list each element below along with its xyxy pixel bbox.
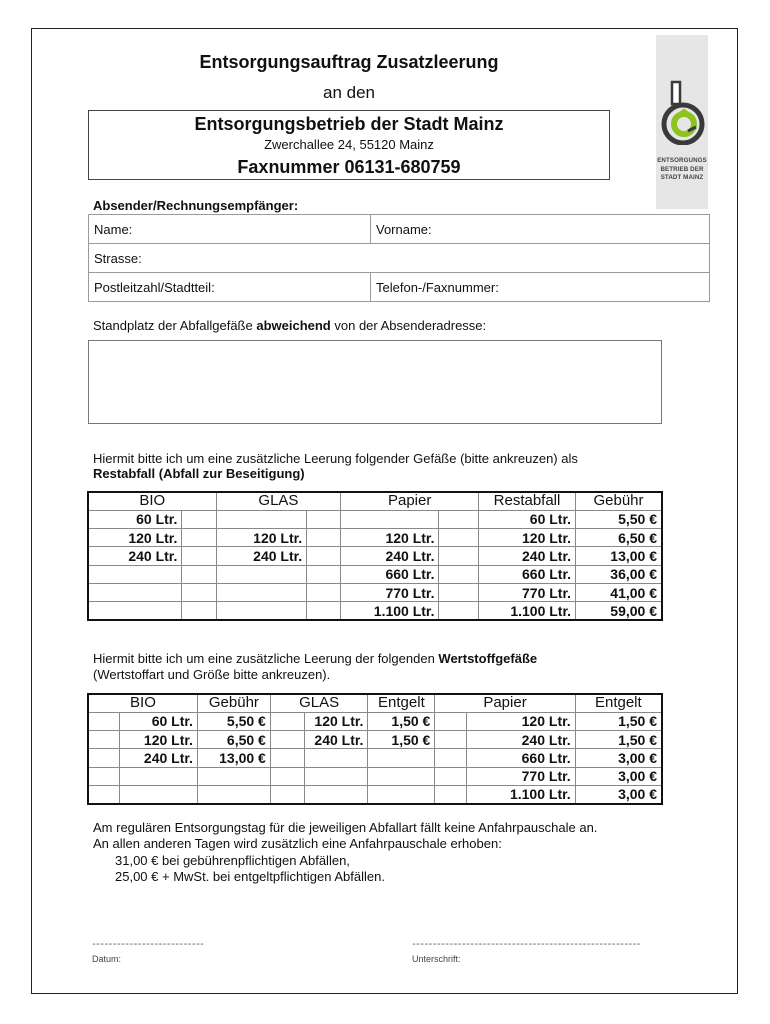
- table-cell: 60 Ltr.: [120, 712, 198, 730]
- table-cell: 5,50 €: [197, 712, 270, 730]
- checkbox-cell[interactable]: [182, 565, 216, 583]
- table-cell: 5,50 €: [576, 510, 662, 528]
- table-cell: 3,00 €: [575, 767, 662, 785]
- checkbox-cell[interactable]: [307, 547, 341, 565]
- table-cell: 1.100 Ltr.: [467, 785, 576, 803]
- table-cell: 770 Ltr.: [341, 583, 439, 601]
- form-title: Entsorgungsauftrag Zusatzleerung: [199, 52, 499, 72]
- table-cell: 1.100 Ltr.: [478, 602, 575, 620]
- table-cell: [216, 565, 307, 583]
- table-row: [88, 785, 662, 803]
- unterschrift-line[interactable]: -------------------------------------------------------: [412, 938, 641, 950]
- checkbox-cell[interactable]: [270, 785, 304, 803]
- checkbox-cell[interactable]: [182, 529, 216, 547]
- table-cell: 240 Ltr.: [467, 731, 576, 749]
- checkbox-cell[interactable]: [182, 510, 216, 528]
- company-address: Zwerchallee 24, 55120 Mainz: [264, 137, 434, 152]
- table-cell: 120 Ltr.: [120, 731, 198, 749]
- table-cell: 770 Ltr.: [478, 583, 575, 601]
- checkbox-cell[interactable]: [307, 510, 341, 528]
- table-row: [88, 767, 662, 785]
- note-line2: An allen anderen Tagen wird zusätzlich eine Anfahrpauschale erhoben:: [93, 836, 502, 851]
- table-cell: [88, 565, 182, 583]
- sender-heading: Absender/Rechnungsempfänger:: [93, 198, 299, 213]
- checkbox-cell[interactable]: [307, 602, 341, 620]
- col-bio: BIO: [88, 492, 216, 510]
- checkbox-cell[interactable]: [439, 583, 478, 601]
- unterschrift-label: Unterschrift:: [412, 954, 461, 964]
- checkbox-cell[interactable]: [270, 731, 304, 749]
- checkbox-cell[interactable]: [88, 767, 120, 785]
- table-cell: 1,50 €: [368, 712, 435, 730]
- form-subtitle: an den: [323, 83, 375, 102]
- table-row: [88, 565, 662, 583]
- table-row: [88, 583, 662, 601]
- col-glas: GLAS: [270, 694, 368, 712]
- table-cell: [304, 767, 368, 785]
- checkbox-cell[interactable]: [435, 749, 467, 767]
- table-cell: 660 Ltr.: [341, 565, 439, 583]
- table-row: [88, 712, 662, 730]
- note-line4: 25,00 € + MwSt. bei entgeltpflichtigen Abfällen.: [115, 869, 385, 884]
- table-cell: [304, 785, 368, 803]
- table-cell: 41,00 €: [576, 583, 662, 601]
- checkbox-cell[interactable]: [88, 731, 120, 749]
- checkbox-cell[interactable]: [439, 510, 478, 528]
- table-cell: [88, 583, 182, 601]
- table-cell: 60 Ltr.: [88, 510, 182, 528]
- standplatz-label: Standplatz der Abfallgefäße abweichend von der Absenderadresse:: [93, 318, 487, 333]
- table-cell: [197, 785, 270, 803]
- logo-text: ENTSORGUNGS BETRIEB DER STADT MAINZ: [657, 157, 707, 181]
- wert-table-header: [88, 694, 662, 712]
- table-row: [88, 547, 662, 565]
- table-cell: 240 Ltr.: [88, 547, 182, 565]
- table-cell: 240 Ltr.: [120, 749, 198, 767]
- table-row: [88, 731, 662, 749]
- table-cell: [304, 749, 368, 767]
- table-cell: 660 Ltr.: [478, 565, 575, 583]
- note-line1: Am regulären Entsorgungstag für die jeweiligen Abfallart fällt keine Anfahrpauschale an.: [93, 820, 598, 835]
- table-cell: 3,00 €: [575, 749, 662, 767]
- table-cell: 6,50 €: [197, 731, 270, 749]
- table-cell: 240 Ltr.: [304, 731, 368, 749]
- standplatz-textarea[interactable]: [88, 340, 662, 424]
- table-cell: 59,00 €: [576, 602, 662, 620]
- table-cell: 240 Ltr.: [341, 547, 439, 565]
- table-cell: 240 Ltr.: [478, 547, 575, 565]
- checkbox-cell[interactable]: [307, 529, 341, 547]
- checkbox-cell[interactable]: [307, 583, 341, 601]
- checkbox-cell[interactable]: [439, 547, 478, 565]
- vorname-field[interactable]: Vorname:: [371, 215, 710, 244]
- checkbox-cell[interactable]: [270, 749, 304, 767]
- col-restabfall: Restabfall: [478, 492, 575, 510]
- telefon-field[interactable]: Telefon-/Faxnummer:: [371, 273, 710, 302]
- rest-table-header: [88, 492, 662, 510]
- table-cell: [341, 510, 439, 528]
- recycling-logo-icon: [656, 35, 708, 145]
- table-cell: [88, 602, 182, 620]
- col-papier: Papier: [341, 492, 479, 510]
- checkbox-cell[interactable]: [435, 785, 467, 803]
- table-cell: 1,50 €: [575, 712, 662, 730]
- note-line3: 31,00 € bei gebührenpflichtigen Abfällen,: [115, 853, 350, 868]
- checkbox-cell[interactable]: [182, 602, 216, 620]
- rest-intro-line1: Hiermit bitte ich um eine zusätzliche Leerung folgender Gefäße (bitte ankreuzen) als: [93, 451, 578, 466]
- table-cell: 770 Ltr.: [467, 767, 576, 785]
- checkbox-cell[interactable]: [439, 602, 478, 620]
- table-cell: 13,00 €: [197, 749, 270, 767]
- plz-field[interactable]: Postleitzahl/Stadtteil:: [89, 273, 371, 302]
- table-cell: [197, 767, 270, 785]
- company-name: Entsorgungsbetrieb der Stadt Mainz: [194, 114, 504, 134]
- checkbox-cell[interactable]: [182, 547, 216, 565]
- table-cell: 120 Ltr.: [88, 529, 182, 547]
- table-cell: [216, 583, 307, 601]
- col-bio: BIO: [88, 694, 197, 712]
- col-gebuehr: Gebühr: [197, 694, 270, 712]
- col-papier: Papier: [435, 694, 575, 712]
- table-cell: 120 Ltr.: [467, 712, 576, 730]
- table-cell: 3,00 €: [575, 785, 662, 803]
- strasse-field[interactable]: Strasse:: [89, 244, 710, 273]
- table-cell: 120 Ltr.: [341, 529, 439, 547]
- table-cell: 120 Ltr.: [216, 529, 307, 547]
- table-cell: 6,50 €: [576, 529, 662, 547]
- table-row: [88, 529, 662, 547]
- datum-line[interactable]: ---------------------------: [92, 938, 205, 950]
- table-cell: 240 Ltr.: [216, 547, 307, 565]
- checkbox-cell[interactable]: [307, 565, 341, 583]
- table-cell: 60 Ltr.: [478, 510, 575, 528]
- checkbox-cell[interactable]: [88, 749, 120, 767]
- table-cell: 1.100 Ltr.: [341, 602, 439, 620]
- table-cell: 13,00 €: [576, 547, 662, 565]
- checkbox-cell[interactable]: [182, 583, 216, 601]
- fax-number: Faxnummer 06131-680759: [237, 157, 461, 177]
- table-cell: 120 Ltr.: [478, 529, 575, 547]
- table-cell: [120, 785, 198, 803]
- checkbox-cell[interactable]: [88, 785, 120, 803]
- table-cell: 36,00 €: [576, 565, 662, 583]
- table-cell: 660 Ltr.: [467, 749, 576, 767]
- table-cell: [368, 767, 435, 785]
- table-cell: 1,50 €: [368, 731, 435, 749]
- wert-table: [87, 693, 663, 805]
- col-entgelt-glas: Entgelt: [368, 694, 435, 712]
- sender-table: [88, 214, 710, 302]
- table-row: [88, 510, 662, 528]
- name-field[interactable]: Name:: [89, 215, 371, 244]
- table-cell: 1,50 €: [575, 731, 662, 749]
- recipient-box: [88, 110, 610, 180]
- company-logo: [656, 35, 708, 209]
- datum-label: Datum:: [92, 954, 122, 964]
- table-cell: [368, 749, 435, 767]
- col-entgelt-papier: Entgelt: [575, 694, 662, 712]
- wert-intro-line1: Hiermit bitte ich um eine zusätzliche Leerung der folgenden Wertstoffgefäße: [93, 651, 538, 666]
- checkbox-cell[interactable]: [270, 712, 304, 730]
- col-glas: GLAS: [216, 492, 341, 510]
- checkbox-cell[interactable]: [88, 712, 120, 730]
- rest-intro-line2: Restabfall (Abfall zur Beseitigung): [93, 466, 305, 481]
- checkbox-cell[interactable]: [439, 529, 478, 547]
- checkbox-cell[interactable]: [439, 565, 478, 583]
- table-cell: [216, 602, 307, 620]
- table-cell: [368, 785, 435, 803]
- checkbox-cell[interactable]: [435, 731, 467, 749]
- checkbox-cell[interactable]: [435, 767, 467, 785]
- checkbox-cell[interactable]: [270, 767, 304, 785]
- table-row: [88, 602, 662, 620]
- table-cell: [120, 767, 198, 785]
- table-cell: 120 Ltr.: [304, 712, 368, 730]
- table-row: [88, 749, 662, 767]
- checkbox-cell[interactable]: [435, 712, 467, 730]
- table-cell: [216, 510, 307, 528]
- wert-intro-line2: (Wertstoffart und Größe bitte ankreuzen).: [93, 667, 331, 682]
- col-gebuehr: Gebühr: [576, 492, 662, 510]
- rest-table: [87, 491, 663, 621]
